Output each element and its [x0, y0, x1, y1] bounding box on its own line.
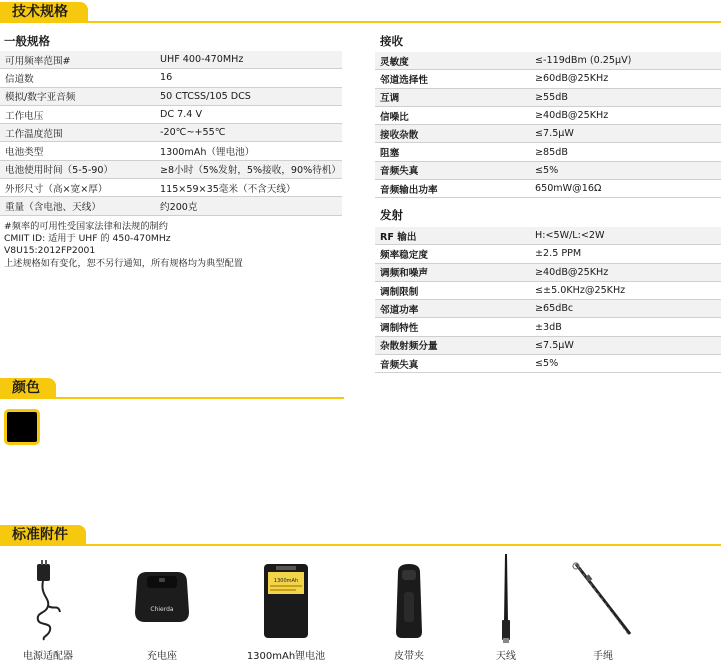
spec-row — [375, 281, 721, 299]
tab-color: 颜色 — [0, 378, 56, 398]
spec-row — [0, 142, 342, 160]
accessory-belt-clip — [392, 562, 426, 640]
general-title: 一般规格 — [4, 34, 50, 48]
spec-row — [0, 87, 342, 105]
spec-row — [0, 105, 342, 123]
accessory-label: 皮带夹 — [394, 651, 424, 662]
spec-label: 音频失真 — [375, 161, 530, 179]
spec-label: 邻道选择性 — [375, 70, 530, 88]
accessory-label: 1300mAh锂电池 — [246, 651, 326, 662]
receive-title: 接收 — [380, 34, 403, 48]
spec-value: ≥55dB — [530, 88, 721, 106]
spec-row — [0, 124, 342, 142]
spec-row — [375, 355, 721, 373]
spec-row — [0, 51, 342, 69]
spec-label: 音频失真 — [375, 355, 530, 373]
spec-value: 50 CTCSS/105 DCS — [155, 87, 342, 105]
spec-label: 调制特性 — [375, 318, 530, 336]
spec-value: ≥85dB — [530, 143, 721, 161]
spec-row — [375, 227, 721, 245]
color-rule — [0, 397, 344, 399]
accessory-power-adapter — [28, 560, 68, 642]
accessory-label: 天线 — [496, 651, 516, 662]
accessory-label: 电源适配器 — [23, 651, 73, 662]
spec-label: 调制限制 — [375, 281, 530, 299]
spec-row — [0, 160, 342, 178]
spec-label: 接收杂散 — [375, 125, 530, 143]
accessory-lanyard — [570, 560, 636, 638]
spec-row — [375, 106, 721, 124]
spec-value: UHF 400-470MHz — [155, 51, 342, 69]
spec-value: ±2.5 PPM — [530, 245, 721, 263]
spec-value: ≥40dB@25KHz — [530, 106, 721, 124]
spec-value: ≥65dBc — [530, 300, 721, 318]
spec-label: 频率稳定度 — [375, 245, 530, 263]
tab-specs: 技术规格 — [0, 2, 88, 22]
spec-value: ≥60dB@25KHz — [530, 70, 721, 88]
spec-row — [375, 180, 721, 198]
spec-row — [375, 318, 721, 336]
accessory-antenna — [496, 552, 516, 644]
note-line: 上述规格如有变化，恕不另行通知，所有规格均为典型配置 — [4, 257, 243, 269]
tab-accessories: 标准附件 — [0, 525, 86, 545]
note-line: #频率的可用性受国家法律和法规的制约 — [4, 221, 168, 232]
spec-row — [375, 245, 721, 263]
spec-row — [375, 70, 721, 88]
spec-label: 电池使用时间（5-5-90） — [0, 160, 155, 178]
spec-value: ≤7.5μW — [530, 336, 721, 354]
belt-clip-icon — [392, 562, 426, 640]
spec-row — [375, 125, 721, 143]
spec-label: 模拟/数字亚音频 — [0, 87, 155, 105]
accessory-charger-base — [133, 568, 191, 624]
spec-label: 电池类型 — [0, 142, 155, 160]
spec-label: 音频输出功率 — [375, 180, 530, 198]
spec-label: 信噪比 — [375, 106, 530, 124]
spec-value: DC 7.4 V — [155, 105, 342, 123]
spec-row — [375, 336, 721, 354]
spec-label: 工作温度范围 — [0, 124, 155, 142]
spec-label: 阻塞 — [375, 143, 530, 161]
spec-value: ≤7.5μW — [530, 125, 721, 143]
spec-label: 信道数 — [0, 69, 155, 87]
specs-rule — [0, 21, 721, 23]
spec-row — [375, 143, 721, 161]
spec-value: H:<5W/L:<2W — [530, 227, 721, 245]
accessory-label: 充电座 — [147, 651, 177, 662]
spec-value: ≤5% — [530, 161, 721, 179]
spec-row — [375, 88, 721, 106]
spec-label: 杂散射频分量 — [375, 336, 530, 354]
transmit-spec-table — [375, 227, 721, 373]
spec-value: ≥40dB@25KHz — [530, 263, 721, 281]
spec-label: 邻道功率 — [375, 300, 530, 318]
spec-row — [375, 300, 721, 318]
receive-spec-table — [375, 52, 721, 198]
spec-label: 互调 — [375, 88, 530, 106]
svg-text:1300mAh: 1300mAh — [273, 578, 299, 584]
spec-notes — [4, 221, 243, 270]
antenna-icon — [496, 552, 516, 644]
spec-value: 650mW@16Ω — [530, 180, 721, 198]
spec-label: 重量（含电池、天线） — [0, 197, 155, 215]
spec-value: ≤±5.0KHz@25KHz — [530, 281, 721, 299]
spec-label: 可用频率范围# — [0, 51, 155, 69]
general-spec-table — [0, 51, 342, 216]
spec-row — [375, 161, 721, 179]
transmit-title: 发射 — [380, 208, 403, 222]
note-line: CMIIT ID: 适用于 UHF 的 450-470MHz — [4, 233, 171, 245]
spec-value: ±3dB — [530, 318, 721, 336]
spec-value: 1300mAh（锂电池） — [155, 142, 342, 160]
spec-label: 灵敏度 — [375, 52, 530, 70]
spec-value: ≥8小时（5%发射，5%接收，90%待机） — [155, 160, 342, 178]
spec-value: ≤-119dBm (0.25μV) — [530, 52, 721, 70]
charger-base-icon — [133, 568, 191, 624]
accessory-label: 手绳 — [593, 651, 613, 662]
svg-text:Chierda: Chierda — [150, 606, 174, 613]
note-line: V8U15:2012FP2001 — [4, 245, 96, 257]
accessory-battery — [262, 562, 310, 640]
spec-row — [375, 263, 721, 281]
spec-label: 工作电压 — [0, 105, 155, 123]
power-adapter-icon — [28, 560, 68, 642]
spec-row — [0, 179, 342, 197]
spec-value: 115×59×35毫米（不含天线） — [155, 179, 342, 197]
accessories-rule — [0, 544, 721, 546]
spec-value: 16 — [155, 69, 342, 87]
spec-row — [375, 52, 721, 70]
battery-icon — [262, 562, 310, 640]
spec-label: 调频和噪声 — [375, 263, 530, 281]
spec-value: -20℃~+55℃ — [155, 124, 342, 142]
spec-row — [0, 197, 342, 215]
color-swatch-black — [4, 409, 40, 445]
lanyard-icon — [570, 560, 636, 638]
spec-value: ≤5% — [530, 355, 721, 373]
spec-row — [0, 69, 342, 87]
spec-value: 约200克 — [155, 197, 342, 215]
spec-label: 外形尺寸（高×宽×厚） — [0, 179, 155, 197]
spec-label: RF 输出 — [375, 227, 530, 245]
